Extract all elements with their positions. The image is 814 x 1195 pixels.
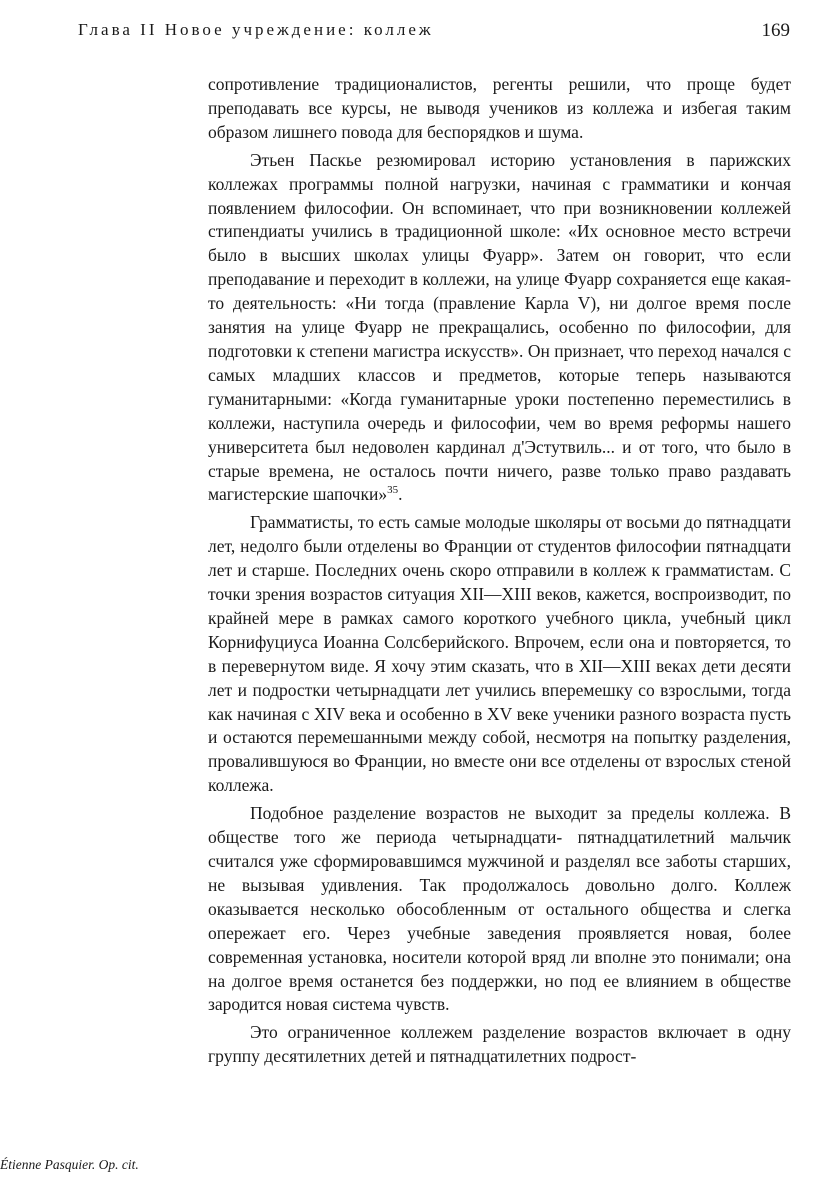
paragraph: Это ограниченное коллежем разделение возрастов включает в одну группу десятилетних детей и пятнадцатилетних подрост- (208, 1022, 791, 1067)
page-header (78, 20, 790, 50)
footnote: Étienne Pasquier. Op. cit. (0, 1157, 139, 1172)
paragraph: Грамматисты, то есть самые молодые школяры от восьми до пятнадцати лет, недолго были отделены во Франции от студентов философии пятнадцати лет и старше. Последних очень скоро отправили в коллеж к грамматистам. С точки зрения возрастов ситуация XII—XIII веков, кажется, воспроизводит, по крайней мере в рамках самого короткого учебного цикла, учебный цикл Корнифуциуса Иоанна Солсберийского. Впрочем, если она и повторяется, то в перевернутом виде. Я хочу этим сказать, что в XII—XIII веках дети десяти лет и подростки четырнадцати лет учились вперемешку со взрослыми, тогда как начиная с XIV века и особенно в XV веке ученики разного возраста пусть и остаются перемешанными между собой, несмотря на попытку разделения, провалившуюся во Франции, но вместе они все отделены от взрослых стеной коллежа. (208, 512, 791, 796)
paragraph: Подобное разделение возрастов не выходит за пределы коллежа. В обществе того же периода четырнадцати- пятнадцатилетний мальчик считался уже сформировавшимся мужчиной и разделял все заботы старших, не вызывая удивления. Так продолжалось довольно долго. Коллеж оказывается несколько обособленным от остального общества и слегка опережает его. Через учебные заведения проявляется новая, более современная установка, носители которой вряд ли вполне это понимали; она на долгое время останется без поддержки, но под ее влиянием в обществе зародится новая система чувств. (208, 803, 791, 1015)
paragraph-text: Этьен Паскье резюмировал историю установления в парижских коллежах программы полной нагрузки, начиная с грамматики и кончая появлением философии. Он вспоминает, что при возникновении коллежей стипендиаты учились в традиционной школе: «Их основное место встречи было в высших школах улицы Фуарр». Затем он говорит, что если преподавание и переходит в коллежи, на улице Фуарр сохраняется еще какая-то деятельность: «Ни тогда (правление Карла V), ни долгое время после занятия на улице Фуарр не прекращались, особенно по философии, для подготовки к степени магистра искусств». Он признает, что переход начался с самых младших классов и предметов, которые теперь называются гуманитарными: «Когда гуманитарные уроки постепенно переместились в коллежи, наступила очередь и философии, чем во время реформы нашего университета был недоволен кардинал д'Эстутвиль... и от того, что было в старые времена, не осталось почти ничего, разве только право раздавать магистерские шапочки» (208, 149, 791, 505)
footnote-reference[interactable]: 35 (387, 484, 399, 497)
main-text (208, 73, 791, 1073)
paragraph: сопротивление традиционалистов, регенты решили, что проще будет преподавать все курсы, не выводя учеников из коллежа и избегая таким образом лишнего повода для беспорядков и шума. (208, 74, 791, 142)
paragraph (208, 149, 791, 508)
paragraph-end: . (398, 484, 403, 505)
running-head: Глава II Новое учреждение: коллеж (78, 20, 434, 39)
page-number: 169 (761, 20, 790, 41)
